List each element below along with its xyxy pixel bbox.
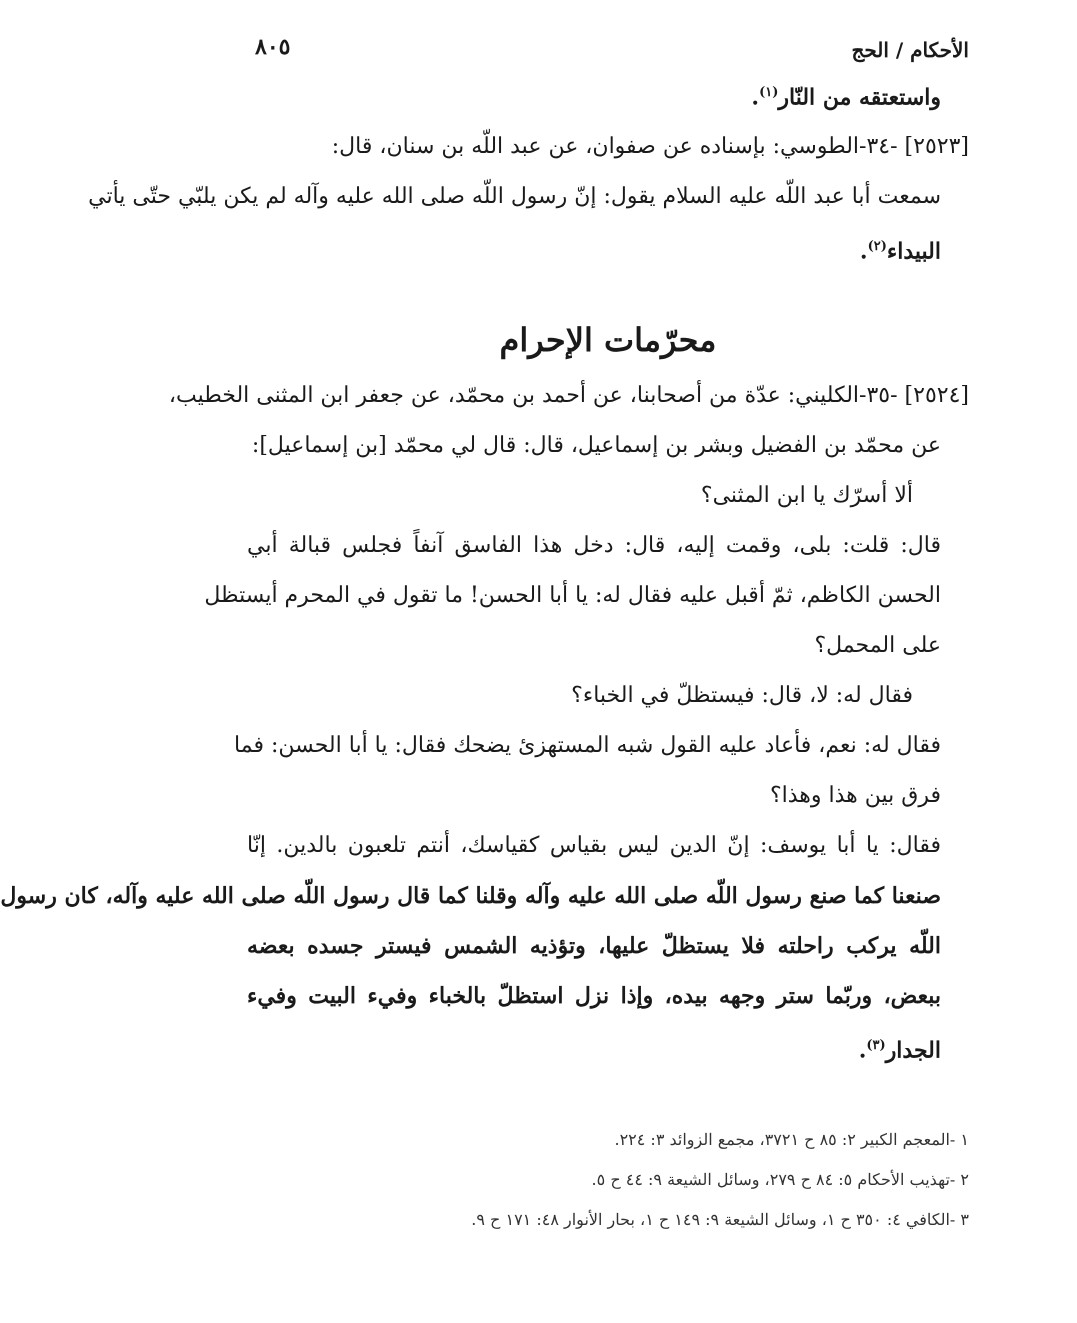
footnote-ref: (٣) [866,1037,886,1053]
footnote: ٢ -تهذيب الأحكام ٥: ٨٤ ح ٢٧٩، وسائل الشيعة ٩: ٤٤ ح ٥. [591,1170,969,1189]
text-line: الجدار$^{(٣)}$. [858,1036,941,1063]
text-line: فقال: يا أبا يوسف: إنّ الدين ليس بقياس كقياسك، أنتم تلعبون بالدين. إنّا [247,832,941,858]
page-number: ٨٠٥ [255,34,291,60]
section-title: محرّمات الإحرام [499,320,717,359]
page-header [247,30,969,68]
footnote-ref: (١) [759,85,779,100]
text-line: فرق بين هذا وهذا؟ [769,782,941,808]
text-line: واستعتقه من النّار$^{(١)}$. [751,84,941,111]
text-line: صنعنا كما صنع رسول اللّه صلى الله عليه وآله وقلنا كما قال رسول اللّه صلى الله عليه وآله، كان رسول [0,882,941,909]
hadith-header: [٢٥٢٤] -٣٥-الكليني: عدّة من أصحابنا، عن أحمد بن محمّد، عن جعفر ابن المثنى الخطيب، [168,382,969,408]
footnote: ١ -المعجم الكبير ٢: ٨٥ ح ٣٧٢١، مجمع الزوائد ٣: ٢٢٤. [614,1130,969,1149]
text-line: عن محمّد بن الفضيل وبشر بن إسماعيل، قال: قال لي محمّد [بن إسماعيل]: [251,432,941,458]
footnote-ref: (٢) [867,239,887,255]
footnote: ٣ -الكافي ٤: ٣٥٠ ح ١، وسائل الشيعة ٩: ١٤٩ ح ١، بحار الأنوار ٤٨: ١٧١ ح ٩. [471,1210,969,1229]
hadith-header: [٢٥٢٣] -٣٤-الطوسي: بإسناده عن صفوان، عن عبد اللّه بن سنان، قال: [331,134,969,160]
text-line: فقال له: لا، قال: فيستظلّ في الخباء؟ [571,682,913,708]
text-line: ألا أسرّك يا ابن المثنى؟ [700,482,913,508]
running-title: الأحكام / الحج [851,38,969,62]
text-line: ببعض، وربّما ستر وجهه بيده، وإذا نزل استظلّ بالخباء وفيء البيت وفيء [247,982,941,1009]
footnotes [247,1120,969,1240]
text-line: سمعت أبا عبد اللّه عليه السلام يقول: إنّ رسول اللّه صلى الله عليه وآله لم يكن يلبّي حتّى يأتي [88,184,941,210]
text-line: البيداء$^{(٢)}$. [859,238,941,265]
text-line: الحسن الكاظم، ثمّ أقبل عليه فقال له: يا أبا الحسن! ما تقول في المحرم أيستظل [204,582,941,608]
page [0,30,969,1283]
text-line: اللّه يركب راحلته فلا يستظلّ عليها، وتؤذيه الشمس فيستر جسده بعضه [247,932,941,959]
text-line: قال: قلت: بلى، وقمت إليه، قال: دخل هذا الفاسق آنفاً فجلس قبالة أبي [247,532,941,558]
text-line: على المحمل؟ [814,632,941,658]
text-line: فقال له: نعم، فأعاد عليه القول شبه المستهزئ يضحك فقال: يا أبا الحسن: فما [234,732,941,758]
